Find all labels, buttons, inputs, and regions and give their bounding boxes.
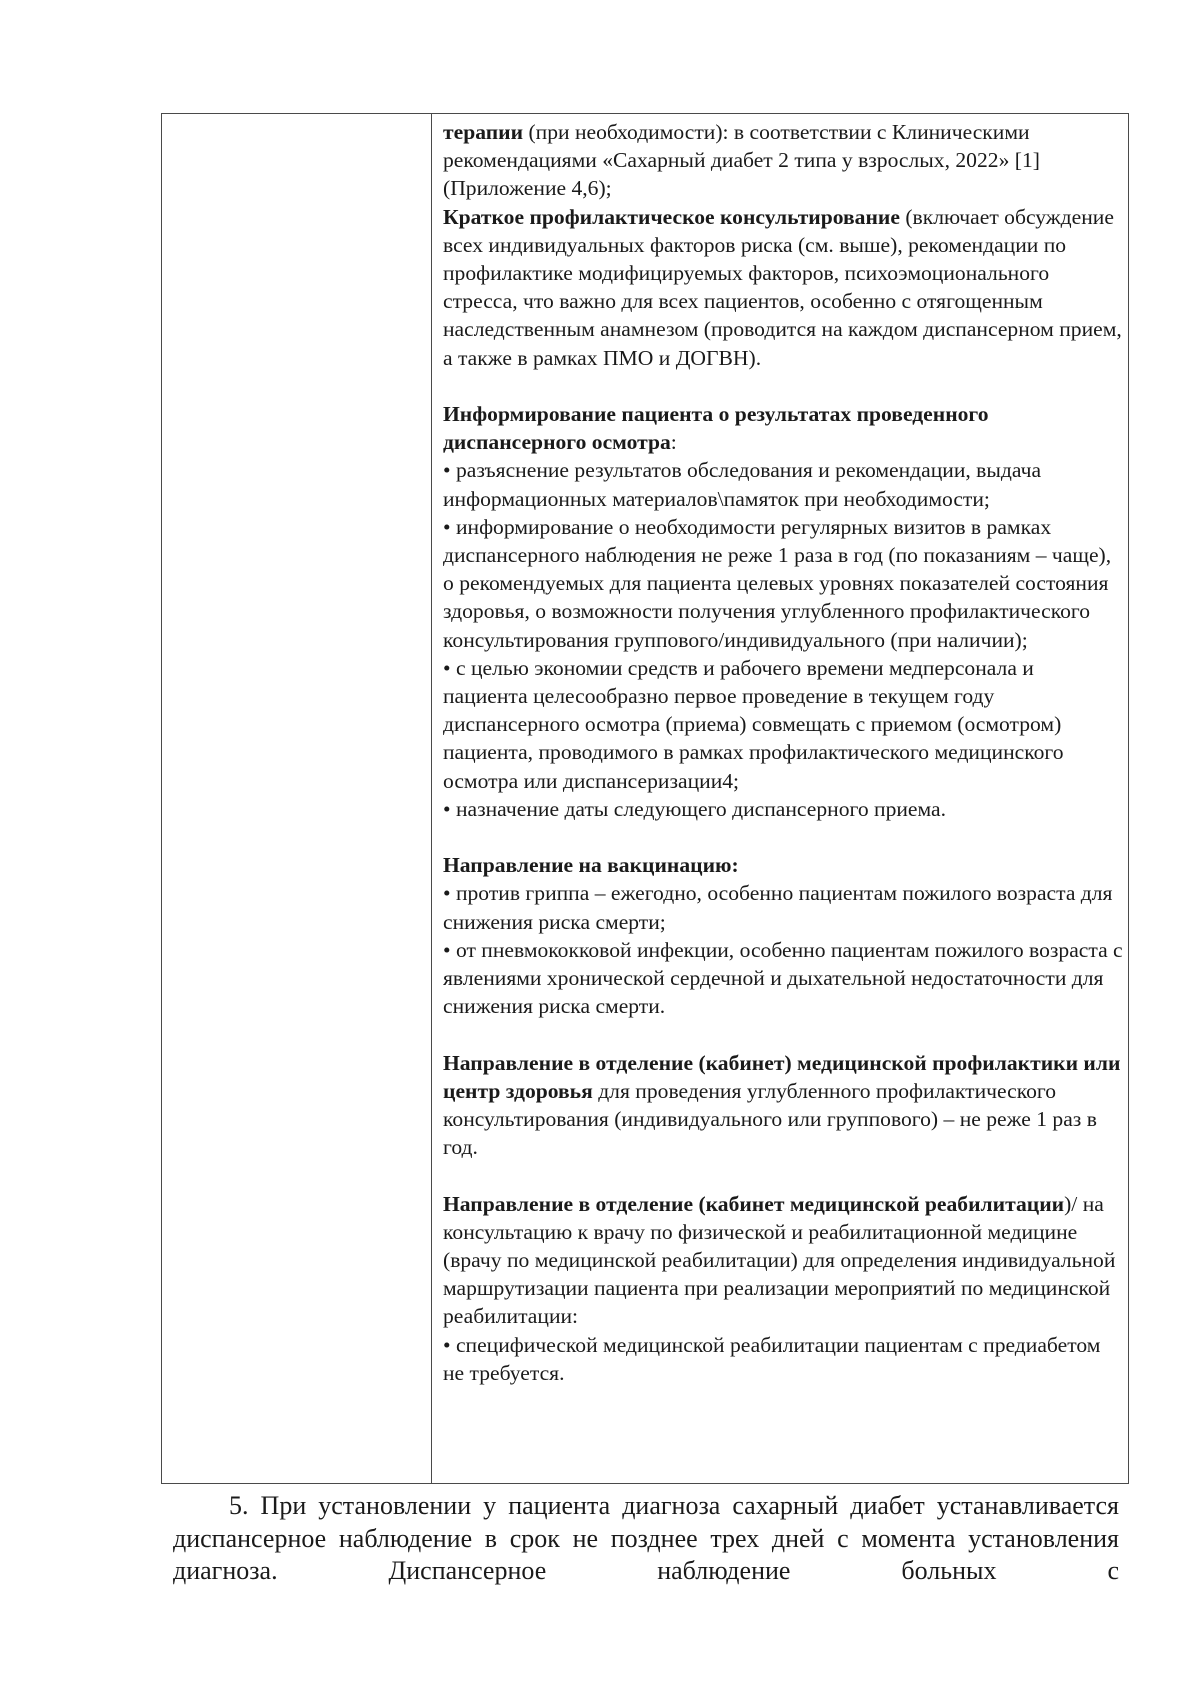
informing-colon: : xyxy=(670,430,677,455)
therapy-heading: терапии xyxy=(443,120,524,144)
table-cell-right xyxy=(443,118,1123,1387)
rehab-referral-heading: Направление в отделение (кабинет медицинской реабилитации xyxy=(443,1191,1065,1216)
recommendations-table xyxy=(161,113,1129,1484)
body-paragraph xyxy=(173,1490,1119,1588)
spacer xyxy=(443,1020,1123,1048)
list-item: • назначение даты следующего диспансерного приема. xyxy=(443,796,947,821)
table-column-divider xyxy=(431,114,432,1483)
therapy-text: (при необходимости): в соответствии с Клиническими рекомендациями «Сахарный диабет 2 типа у взрослых, 2022» [1] (Приложение 4,6); xyxy=(443,120,1040,201)
rehab-referral-paragraph xyxy=(443,1190,1123,1331)
vaccination-heading-paragraph xyxy=(443,851,1123,879)
list-item: • от пневмококковой инфекции, особенно пациентам пожилого возраста с явлениями хронической сердечной и дыхательной недостаточности для снижения риска смерти. xyxy=(443,937,1123,1019)
spacer xyxy=(443,823,1123,851)
list-item: • против гриппа – ежегодно, особенно пациентам пожилого возраста для снижения риска смерти; xyxy=(443,881,1113,934)
therapy-paragraph xyxy=(443,118,1123,203)
brief-counseling-heading: Краткое профилактическое консультирование xyxy=(443,204,900,229)
informing-heading: Информирование пациента о результатах проведенного диспансерного осмотра xyxy=(443,402,989,455)
brief-counseling-text: (включает обсуждение всех индивидуальных факторов риска (см. выше), рекомендации по профилактике модифицируемых факторов, психоэмоционального стресса, что важно для всех пациентов, особенно с отягощенным наследственным анамнезом (проводится на каждом диспансерном прием, а также в рамках ПМО и ДОГВН). xyxy=(443,204,1122,370)
list-item: • специфической медицинской реабилитации пациентам с предиабетом не требуется. xyxy=(443,1332,1101,1385)
prevention-referral-heading: Направление в отделение (кабинет) медицинской профилактики или центр здоровья xyxy=(443,1050,1121,1103)
spacer xyxy=(443,1161,1123,1189)
brief-counseling-paragraph xyxy=(443,203,1123,372)
list-item: • с целью экономии средств и рабочего времени медперсонала и пациента целесообразно первое проведение в текущем году диспансерного осмотра (приема) совмещать с приемом (осмотром) пациента, проводимого в рамках профилактического медицинского осмотра или диспансеризации4; xyxy=(443,655,1064,793)
spacer xyxy=(443,372,1123,400)
list-item: • информирование о необходимости регулярных визитов в рамках диспансерного наблюдения не реже 1 раза в год (по показаниям – чаще), о рекомендуемых для пациента целевых уровнях показателей состояния здоровья, о возможности получения углубленного профилактического консультирования группового/индивидуального (при наличии); xyxy=(443,514,1112,652)
list-item: • разъяснение результатов обследования и рекомендации, выдача информационных материалов\памяток при необходимости; xyxy=(443,458,1042,511)
prevention-referral-paragraph xyxy=(443,1049,1123,1162)
table-cell-left-empty xyxy=(162,114,431,1483)
prevention-referral-text: для проведения углубленного профилактического консультирования (индивидуального или группового) – не реже 1 раз в год. xyxy=(443,1078,1097,1160)
informing-heading-paragraph xyxy=(443,400,1123,456)
vaccination-heading: Направление на вакцинацию: xyxy=(443,853,739,878)
rehab-referral-text: )/ на консультацию к врачу по физической и реабилитационной медицине (врачу по медицинской реабилитации) для определения индивидуальной маршрутизации пациента при реализации мероприятий по медицинской реабилитации: xyxy=(443,1191,1116,1329)
body-paragraph-text: 5. При установлении у пациента диагноза сахарный диабет устанавливается диспансерное наблюдение в срок не позднее трех дней с момента установления диагноза. Диспансерное наблюдение больных с xyxy=(173,1491,1119,1585)
